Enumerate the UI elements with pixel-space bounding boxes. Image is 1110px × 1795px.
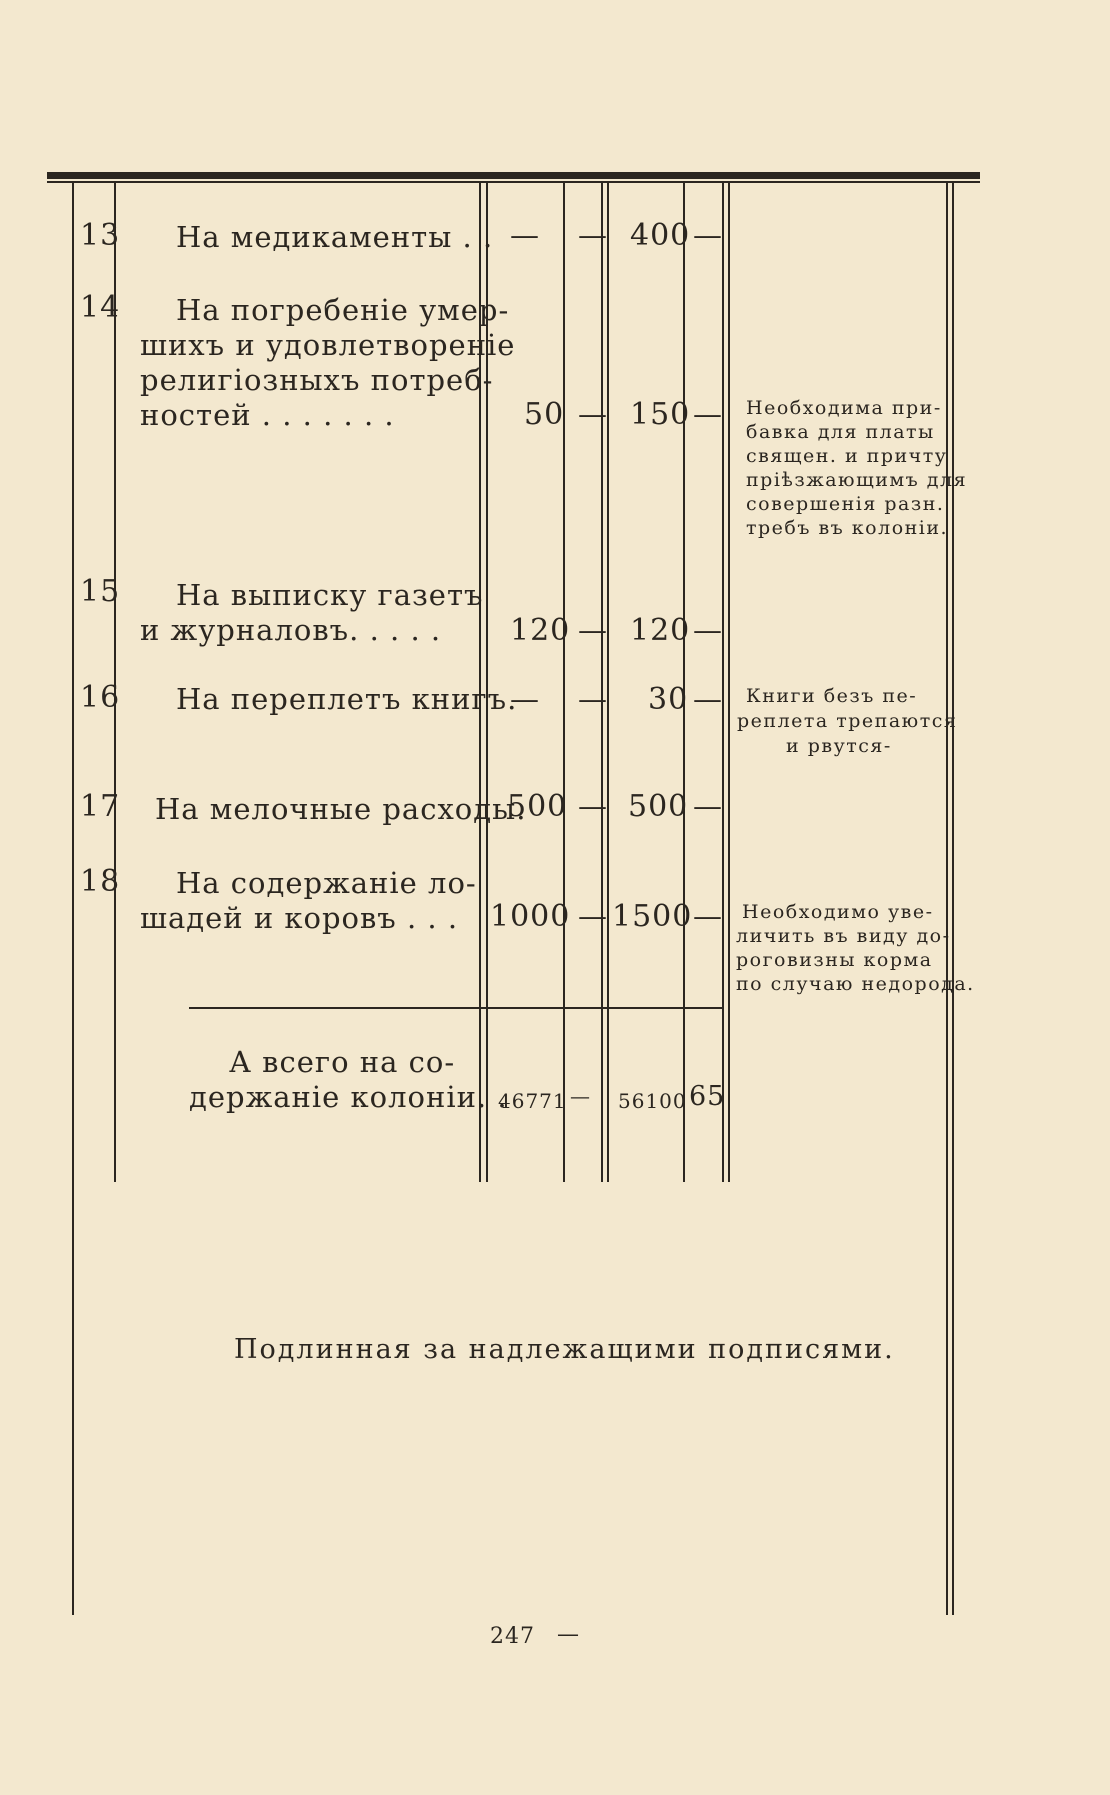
row-15-col1: 120 xyxy=(510,613,571,648)
table-border-right-outer xyxy=(952,183,954,1615)
total-label-line1: А всего на со- xyxy=(229,1045,456,1079)
row-16-col2: 30 xyxy=(648,682,689,717)
row-16-note-line3: и рвутся- xyxy=(786,735,892,757)
row-18-col2: 1500 xyxy=(612,899,693,934)
row-18-note-line1: Необходимо уве- xyxy=(742,901,934,923)
certification-footer: Подлинная за надлежащими подписями. xyxy=(234,1334,895,1365)
row-18-col1: 1000 xyxy=(490,899,571,934)
row-16-note-line2: реплета трепаются xyxy=(737,710,958,732)
row-16-label: На переплетъ книгъ. xyxy=(176,682,518,716)
row-18-note-line4: по случаю недорода. xyxy=(736,973,975,995)
row-15-col2-kop: — xyxy=(693,613,723,647)
total-label-line2: держаніе колоніи. . xyxy=(189,1080,508,1114)
row-15-number: 15 xyxy=(80,574,121,609)
row-14-note-line4: пріѣзжающимъ для xyxy=(746,469,968,491)
top-rule xyxy=(47,172,980,179)
row-14-label-line3: религіозныхъ потреб- xyxy=(140,363,494,397)
row-14-col2-kop: — xyxy=(693,397,723,431)
total-col2: 56100 xyxy=(618,1089,687,1113)
row-15-label-line1: На выписку газетъ xyxy=(176,578,484,612)
row-14-note-line5: совершенія разн. xyxy=(746,493,945,515)
total-col1-kop: — xyxy=(570,1084,591,1108)
row-13-col2-kop: — xyxy=(693,218,723,252)
col-divider xyxy=(563,183,565,1182)
top-rule-thin xyxy=(47,181,980,183)
row-14-note-line2: бавка для платы xyxy=(746,421,935,443)
row-15-col2: 120 xyxy=(630,613,691,648)
row-14-label-line2: шихъ и удовлетвореніе xyxy=(140,328,516,362)
row-14-note-line1: Необходима при- xyxy=(746,397,942,419)
total-col1: 46771 xyxy=(498,1089,567,1113)
table-border-right xyxy=(946,183,948,1615)
row-15-col1-kop: — xyxy=(578,613,608,647)
row-18-note-line2: личить въ виду до- xyxy=(736,925,951,947)
row-17-label: На мелочные расходы. xyxy=(155,792,527,826)
row-16-col2-kop: — xyxy=(693,682,723,716)
row-14-col2: 150 xyxy=(630,397,691,432)
row-18-label-line2: шадей и коровъ . . . xyxy=(140,901,459,935)
row-14-label-line1: На погребеніе умер- xyxy=(176,293,510,327)
row-14-note-line3: священ. и причту xyxy=(746,445,948,467)
row-18-label-line1: На содержаніе ло- xyxy=(176,866,477,900)
row-18-col1-kop: — xyxy=(578,899,608,933)
total-col2-kop: 65 xyxy=(689,1081,726,1112)
row-13-number: 13 xyxy=(80,218,121,253)
row-14-number: 14 xyxy=(80,290,121,325)
row-18-col2-kop: — xyxy=(693,899,723,933)
row-17-col2-kop: — xyxy=(693,789,723,823)
row-13-label: На медикаменты . . xyxy=(176,220,494,254)
row-16-number: 16 xyxy=(80,680,121,715)
row-16-col1-kop: — xyxy=(578,682,608,716)
row-13-col2: 400 xyxy=(630,218,691,253)
col-divider xyxy=(728,183,730,1182)
row-13-col1-kop: — xyxy=(578,218,608,252)
row-17-col2: 500 xyxy=(628,789,689,824)
row-14-label-line4: ностей . . . . . . . xyxy=(140,398,395,432)
row-14-col1-kop: — xyxy=(578,397,608,431)
row-18-number: 18 xyxy=(80,864,121,899)
row-15-label-line2: и журналовъ. . . . . xyxy=(140,613,442,647)
row-17-number: 17 xyxy=(80,789,121,824)
row-17-col1-kop: — xyxy=(578,789,608,823)
row-18-note-line3: роговизны корма xyxy=(736,949,933,971)
row-13-col1: — xyxy=(510,218,540,252)
row-16-col1: — xyxy=(510,682,540,716)
table-border-left xyxy=(72,183,74,1615)
row-14-note-line6: требъ въ колоніи. xyxy=(746,517,949,539)
total-separator xyxy=(189,1007,722,1009)
row-17-col1: 500 xyxy=(507,789,568,824)
page-number: 247 xyxy=(490,1624,535,1649)
row-14-col1: 50 xyxy=(524,397,565,432)
page-number-dash: — xyxy=(557,1622,580,1647)
row-16-note-line1: Книги безъ пе- xyxy=(746,685,918,707)
